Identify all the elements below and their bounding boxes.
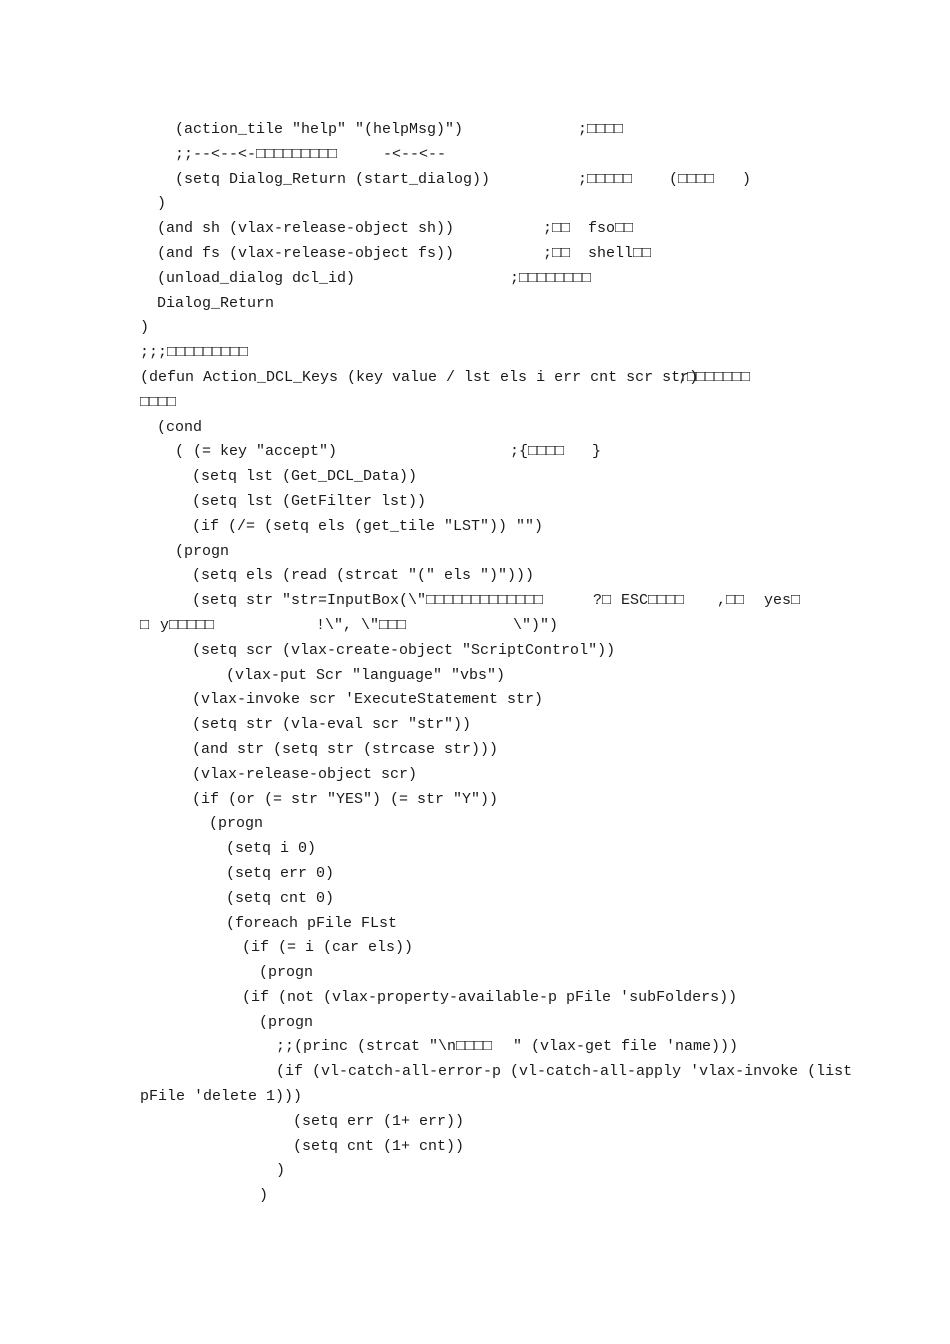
code-text: !\", \"□□□ bbox=[316, 616, 407, 634]
code-text: □□□□ bbox=[140, 393, 177, 411]
code-text: (unload_dialog dcl_id) bbox=[157, 269, 356, 287]
code-text: (progn bbox=[259, 964, 314, 982]
code-line bbox=[0, 515, 950, 540]
code-text: yes□ bbox=[764, 592, 801, 610]
code-text: ,□□ bbox=[717, 592, 745, 610]
code-text: (if (/= (setq els (get_tile "LST")) "") bbox=[192, 517, 544, 535]
code-text: (foreach pFile FLst bbox=[226, 914, 398, 932]
code-text: (vlax-invoke scr 'ExecuteStatement str) bbox=[192, 691, 544, 709]
code-line bbox=[0, 391, 950, 416]
code-text: " (vlax-get file 'name))) bbox=[513, 1038, 739, 1056]
code-text: ;□□□□□□□ bbox=[678, 368, 751, 386]
code-line bbox=[0, 292, 950, 317]
code-line bbox=[0, 465, 950, 490]
code-line bbox=[0, 242, 950, 267]
code-text: (setq str (vla-eval scr "str")) bbox=[192, 716, 472, 734]
code-text: (setq scr (vlax-create-object "ScriptControl")) bbox=[192, 641, 616, 659]
code-text: ;;--<--<-□□□□□□□□□ bbox=[175, 145, 338, 163]
code-text: (if (or (= str "YES") (= str "Y")) bbox=[192, 790, 499, 808]
code-text: -<--<-- bbox=[383, 145, 447, 163]
code-text: ;{□□□□ bbox=[510, 443, 565, 461]
code-line bbox=[0, 118, 950, 143]
code-line bbox=[0, 1085, 950, 1110]
code-text: ) bbox=[140, 319, 150, 337]
code-text: (cond bbox=[157, 418, 203, 436]
code-text: (and sh (vlax-release-object sh)) bbox=[157, 220, 455, 238]
code-text: \")") bbox=[513, 616, 559, 634]
code-text: (defun Action_DCL_Keys (key value / lst els i err cnt scr str) bbox=[140, 368, 699, 386]
code-text: ;;;□□□□□□□□□ bbox=[140, 344, 249, 362]
code-text: Dialog_Return bbox=[157, 294, 275, 312]
code-text: (setq err (1+ err)) bbox=[293, 1112, 465, 1130]
code-line bbox=[0, 192, 950, 217]
code-text: ;□□□□□□□□ bbox=[510, 269, 592, 287]
code-line bbox=[0, 713, 950, 738]
code-line bbox=[0, 366, 950, 391]
code-text: (and fs (vlax-release-object fs)) bbox=[157, 244, 455, 262]
code-text: ) bbox=[157, 195, 167, 213]
code-text: ;□□□□ bbox=[578, 121, 624, 138]
code-text: (setq cnt (1+ cnt)) bbox=[293, 1137, 465, 1155]
code-text: (setq str "str=InputBox(\"□□□□□□□□□□□□□ bbox=[192, 592, 544, 610]
code-text: (setq i 0) bbox=[226, 840, 317, 858]
code-text: (progn bbox=[259, 1013, 314, 1031]
code-text: (□□□□ bbox=[669, 170, 715, 188]
code-line bbox=[0, 763, 950, 788]
code-text: (progn bbox=[209, 815, 264, 833]
code-text: (progn bbox=[175, 542, 230, 560]
code-text: (setq Dialog_Return (start_dialog)) bbox=[175, 170, 491, 188]
code-line bbox=[0, 1060, 950, 1085]
code-text: shell□□ bbox=[588, 244, 652, 262]
code-text: (if (vl-catch-all-error-p (vl-catch-all-apply 'vlax-invoke (list bbox=[276, 1063, 853, 1081]
code-listing bbox=[0, 118, 950, 1209]
code-line bbox=[0, 416, 950, 441]
code-text: (and str (setq str (strcase str))) bbox=[192, 740, 499, 758]
code-line bbox=[0, 812, 950, 837]
code-text: ;□□ bbox=[543, 244, 571, 262]
code-line bbox=[0, 1011, 950, 1036]
code-text: (vlax-release-object scr) bbox=[192, 765, 418, 783]
code-line bbox=[0, 961, 950, 986]
code-line bbox=[0, 738, 950, 763]
code-line bbox=[0, 887, 950, 912]
code-line bbox=[0, 341, 950, 366]
code-line bbox=[0, 564, 950, 589]
code-line bbox=[0, 986, 950, 1011]
code-line bbox=[0, 168, 950, 193]
code-line bbox=[0, 1184, 950, 1209]
code-text: ;;(princ (strcat "\n□□□□ bbox=[276, 1038, 493, 1056]
code-text: (setq err 0) bbox=[226, 864, 335, 882]
code-line bbox=[0, 688, 950, 713]
code-text: ;□□□□□ bbox=[578, 170, 633, 188]
code-line bbox=[0, 540, 950, 565]
code-text: (setq cnt 0) bbox=[226, 889, 335, 907]
code-text: ) bbox=[259, 1187, 269, 1205]
code-line bbox=[0, 837, 950, 862]
code-text: } bbox=[592, 443, 602, 461]
code-line bbox=[0, 1035, 950, 1060]
code-line bbox=[0, 490, 950, 515]
code-line bbox=[0, 589, 950, 614]
code-text: y□□□□□ bbox=[160, 616, 215, 634]
code-line bbox=[0, 1110, 950, 1135]
code-text: (setq els (read (strcat "(" els ")"))) bbox=[192, 567, 535, 585]
code-line bbox=[0, 217, 950, 242]
code-line bbox=[0, 1159, 950, 1184]
code-text: ) bbox=[276, 1162, 286, 1180]
code-text: ( (= key "accept") bbox=[175, 443, 338, 461]
code-text: □ bbox=[140, 616, 150, 634]
code-text: fso□□ bbox=[588, 220, 634, 238]
code-line bbox=[0, 862, 950, 887]
code-text: ?□ bbox=[593, 592, 612, 610]
code-text: ;□□ bbox=[543, 220, 571, 238]
code-text: ESC□□□□ bbox=[621, 592, 685, 610]
code-line bbox=[0, 143, 950, 168]
code-text: (setq lst (Get_DCL_Data)) bbox=[192, 468, 418, 486]
code-line bbox=[0, 664, 950, 689]
code-text: (if (not (vlax-property-available-p pFile 'subFolders)) bbox=[242, 988, 738, 1006]
code-text: (setq lst (GetFilter lst)) bbox=[192, 492, 427, 510]
code-text: (if (= i (car els)) bbox=[242, 939, 414, 957]
code-line bbox=[0, 267, 950, 292]
code-text: pFile 'delete 1))) bbox=[140, 1088, 303, 1106]
code-text: (vlax-put Scr "language" "vbs") bbox=[226, 666, 506, 684]
code-line bbox=[0, 639, 950, 664]
code-line bbox=[0, 1135, 950, 1160]
code-line bbox=[0, 316, 950, 341]
code-line bbox=[0, 614, 950, 639]
code-text: ) bbox=[742, 170, 752, 188]
code-line bbox=[0, 936, 950, 961]
code-line bbox=[0, 788, 950, 813]
code-text: (action_tile "help" "(helpMsg)") bbox=[175, 121, 464, 138]
code-line bbox=[0, 440, 950, 465]
code-line bbox=[0, 912, 950, 937]
